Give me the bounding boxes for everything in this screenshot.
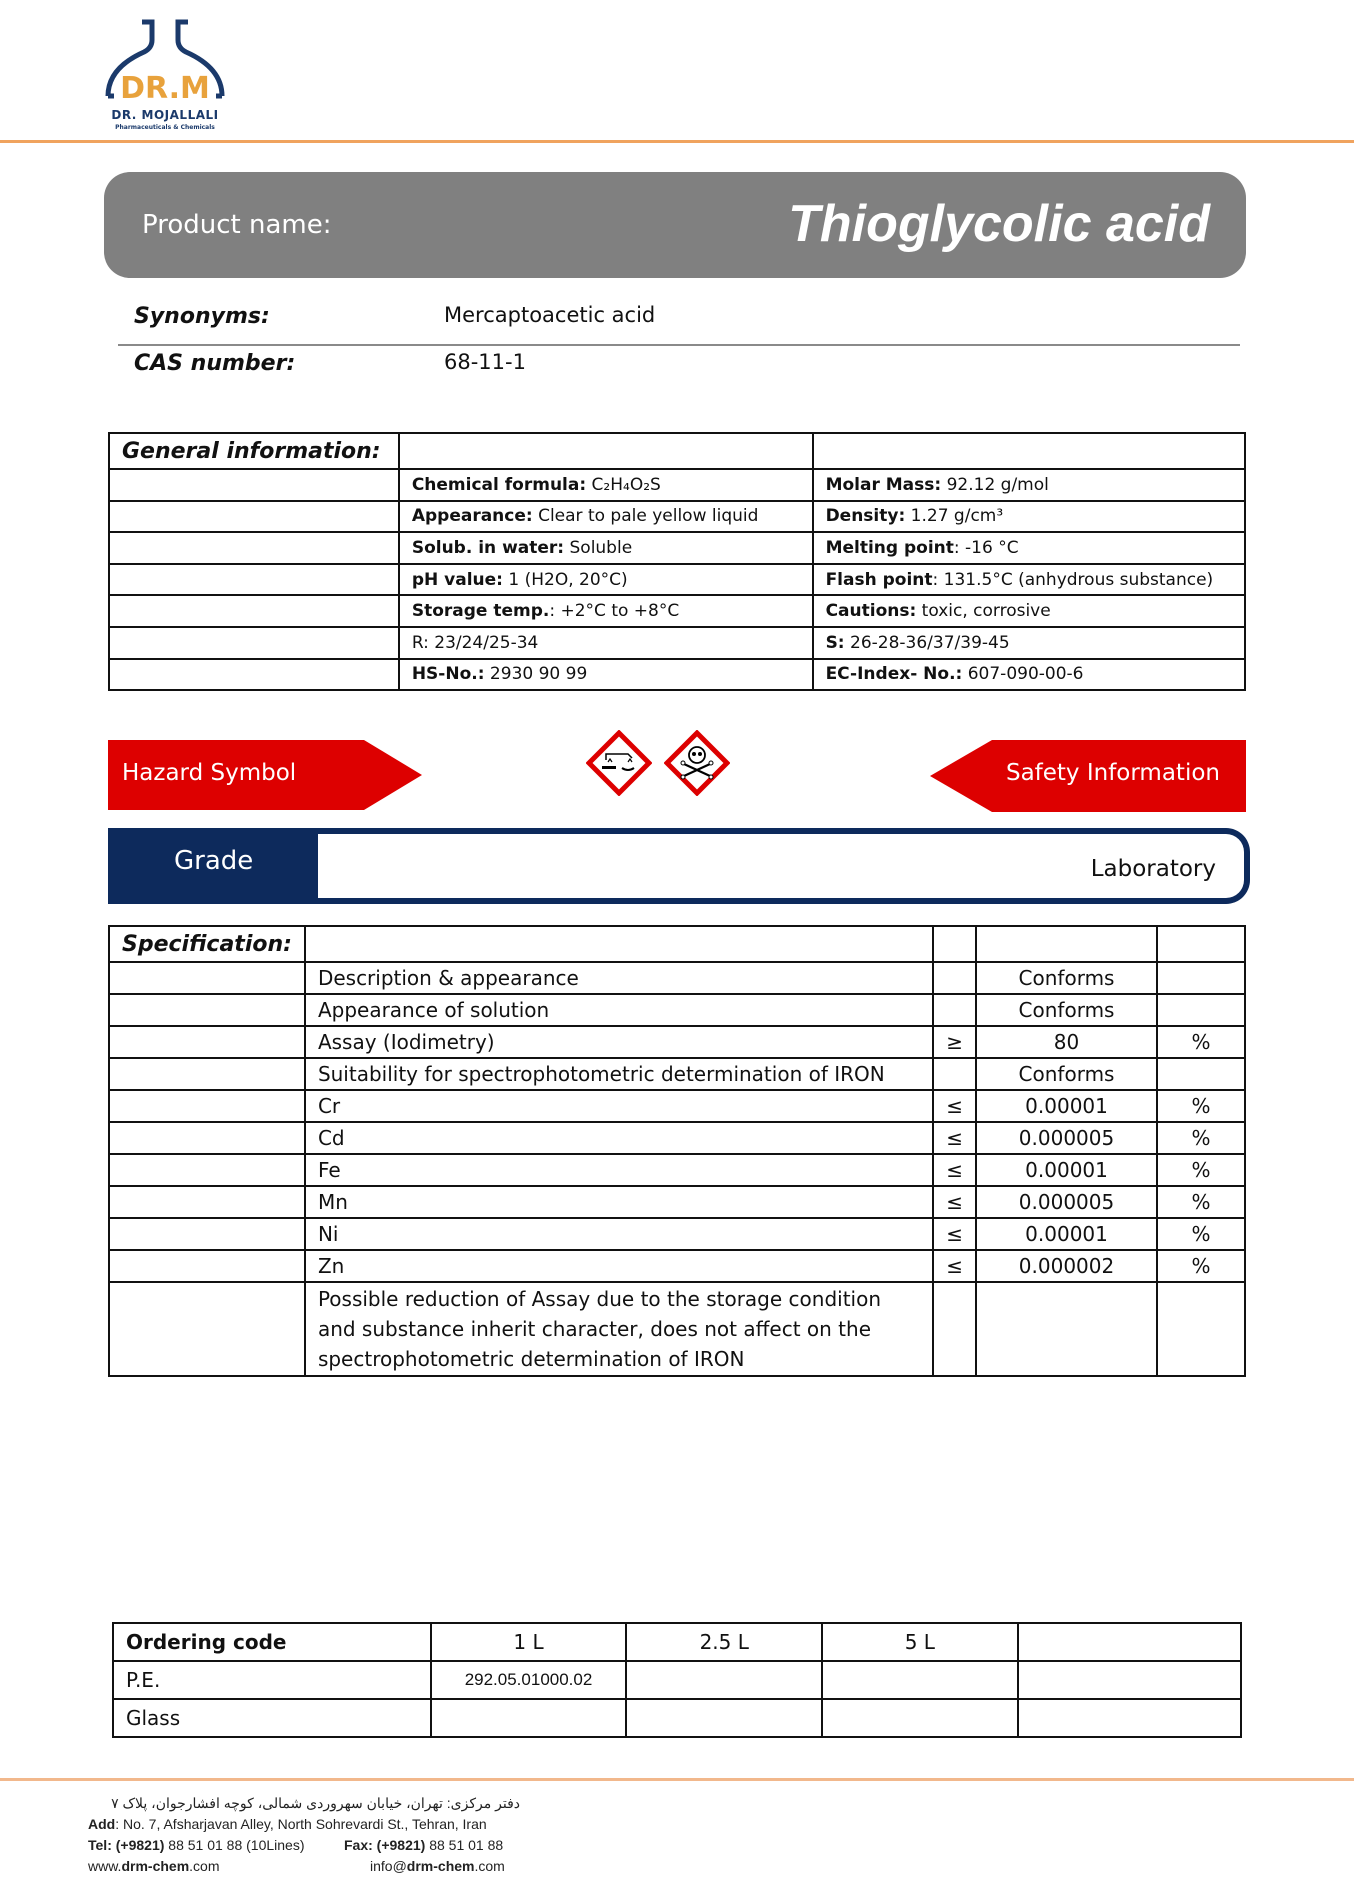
safety-information-banner [930, 738, 1246, 814]
order-code [822, 1699, 1018, 1737]
spec-value: 0.000005 [976, 1186, 1157, 1218]
spec-unit [1157, 962, 1245, 994]
header-divider [0, 140, 1354, 143]
table-row [109, 994, 1245, 1026]
flash-point-cell: Flash point: 131.5°C (anhydrous substance) [813, 564, 1245, 596]
spec-value: 0.000002 [976, 1250, 1157, 1282]
footer-telephone: Tel: (+9821) 88 51 01 88 (10Lines) [88, 1837, 305, 1853]
corrosive-pictogram-icon [586, 730, 652, 796]
specification-title: Specification: [109, 926, 305, 962]
spec-test: Ni [305, 1218, 933, 1250]
size-header: 2.5 L [626, 1623, 822, 1661]
spec-test: Cr [305, 1090, 933, 1122]
spec-note: Possible reduction of Assay due to the storage condition and substance inherit character, does not affect on the spectrophotometric determination of IRON [305, 1282, 933, 1376]
table-row [109, 1058, 1245, 1090]
order-code [1018, 1699, 1241, 1737]
synonyms-divider [118, 344, 1240, 346]
order-code [1018, 1661, 1241, 1699]
footer-website-link[interactable]: www.drm-chem.com [88, 1858, 220, 1874]
packaging-type: P.E. [113, 1661, 431, 1699]
spec-operator: ≤ [933, 1218, 976, 1250]
footer-divider [0, 1778, 1354, 1781]
spec-unit: % [1157, 1218, 1245, 1250]
specification-table [108, 925, 1246, 1377]
hs-number-cell: HS-No.: 2930 90 99 [399, 659, 813, 691]
spec-test: Suitability for spectrophotometric determination of IRON [305, 1058, 933, 1090]
spec-test: Fe [305, 1154, 933, 1186]
logo-company-name: DR. MOJALLALI [111, 108, 219, 122]
size-header [1018, 1623, 1241, 1661]
synonyms-label: Synonyms: [134, 304, 270, 329]
spec-value: 0.00001 [976, 1090, 1157, 1122]
order-code [626, 1699, 822, 1737]
table-row [109, 627, 1245, 659]
spec-value: 0.00001 [976, 1154, 1157, 1186]
company-logo [100, 18, 230, 136]
spec-unit: % [1157, 1154, 1245, 1186]
s-phrases-cell: S: 26-28-36/37/39-45 [813, 627, 1245, 659]
size-header: 1 L [431, 1623, 627, 1661]
table-row [109, 1026, 1245, 1058]
spec-value: 0.000005 [976, 1122, 1157, 1154]
table-row [109, 1090, 1245, 1122]
ordering-code-table [112, 1622, 1242, 1738]
table-row [109, 1250, 1245, 1282]
table-row [109, 659, 1245, 691]
footer-fax: Fax: (+9821) 88 51 01 88 [344, 1837, 504, 1853]
storage-temp-cell: Storage temp.: +2°C to +8°C [399, 595, 813, 627]
spec-test: Assay (Iodimetry) [305, 1026, 933, 1058]
safety-information-label: Safety Information [1005, 760, 1220, 786]
grade-label: Grade [174, 846, 254, 876]
size-header: 5 L [822, 1623, 1018, 1661]
footer-address-english: Add: No. 7, Afsharjavan Alley, North Sohrevardi St., Tehran, Iran [88, 1816, 487, 1832]
spec-operator [933, 994, 976, 1026]
order-code: 292.05.01000.02 [431, 1661, 627, 1699]
spec-test: Mn [305, 1186, 933, 1218]
table-row [109, 564, 1245, 596]
product-banner [104, 172, 1246, 278]
spec-unit: % [1157, 1186, 1245, 1218]
table-row [109, 926, 1245, 962]
order-code [626, 1661, 822, 1699]
product-name: Thioglycolic acid [788, 195, 1210, 253]
general-information-table [108, 432, 1246, 691]
table-row [109, 1218, 1245, 1250]
appearance-cell: Appearance: Clear to pale yellow liquid [399, 501, 813, 533]
melting-point-cell: Melting point: -16 °C [813, 532, 1245, 564]
cautions-cell: Cautions: toxic, corrosive [813, 595, 1245, 627]
table-row [109, 595, 1245, 627]
molar-mass-cell: Molar Mass: 92.12 g/mol [813, 469, 1245, 501]
spec-operator [933, 962, 976, 994]
spec-operator: ≤ [933, 1122, 976, 1154]
cas-label: CAS number: [134, 351, 296, 376]
spec-value: Conforms [976, 962, 1157, 994]
spec-value: Conforms [976, 994, 1157, 1026]
ph-value-cell: pH value: 1 (H2O, 20°C) [399, 564, 813, 596]
spec-operator: ≤ [933, 1154, 976, 1186]
order-code [822, 1661, 1018, 1699]
spec-test: Description & appearance [305, 962, 933, 994]
table-row [109, 532, 1245, 564]
product-name-label: Product name: [142, 210, 332, 240]
spec-unit [1157, 994, 1245, 1026]
spec-unit: % [1157, 1122, 1245, 1154]
spec-unit: % [1157, 1026, 1245, 1058]
hazard-symbol-banner [108, 738, 422, 812]
spec-operator: ≤ [933, 1090, 976, 1122]
spec-test: Zn [305, 1250, 933, 1282]
synonyms-value: Mercaptoacetic acid [444, 303, 656, 327]
density-cell: Density: 1.27 g/cm³ [813, 501, 1245, 533]
spec-value: 80 [976, 1026, 1157, 1058]
grade-value: Laboratory [1090, 856, 1216, 882]
solubility-cell: Solub. in water: Soluble [399, 532, 813, 564]
table-row [109, 962, 1245, 994]
flask-logo-icon [100, 18, 230, 108]
chemical-formula-cell: Chemical formula: C₂H₄O₂S [399, 469, 813, 501]
cas-value: 68-11-1 [444, 350, 526, 374]
spec-operator: ≤ [933, 1186, 976, 1218]
spec-operator: ≥ [933, 1026, 976, 1058]
svg-text:DR.M: DR.M [120, 71, 210, 106]
spec-operator: ≤ [933, 1250, 976, 1282]
table-row [109, 469, 1245, 501]
toxic-skull-pictogram-icon [664, 730, 730, 796]
table-row [113, 1623, 1241, 1661]
order-code [431, 1699, 627, 1737]
spec-unit [1157, 1058, 1245, 1090]
grade-label-box [108, 828, 318, 904]
spec-value: Conforms [976, 1058, 1157, 1090]
packaging-type: Glass [113, 1699, 431, 1737]
footer-email-link[interactable]: info@drm-chem.com [370, 1858, 505, 1874]
spec-value: 0.00001 [976, 1218, 1157, 1250]
footer-address-persian: دفتر مرکزی: تهران، خیابان سهروردی شمالی، کوچه افشارجوان، پلاک ۷ [111, 1795, 520, 1811]
hazard-symbol-label: Hazard Symbol [122, 760, 297, 786]
table-row [109, 501, 1245, 533]
spec-test: Appearance of solution [305, 994, 933, 1026]
logo-tagline: Pharmaceuticals & Chemicals [115, 124, 215, 131]
table-row [109, 1154, 1245, 1186]
table-row [109, 1122, 1245, 1154]
table-row [109, 1282, 1245, 1376]
spec-test: Cd [305, 1122, 933, 1154]
r-phrases-cell: R: 23/24/25-34 [399, 627, 813, 659]
ec-index-cell: EC-Index- No.: 607-090-00-6 [813, 659, 1245, 691]
general-information-title: General information: [109, 433, 399, 469]
spec-operator [933, 1058, 976, 1090]
table-row [113, 1661, 1241, 1699]
table-row [109, 433, 1245, 469]
ordering-code-header: Ordering code [113, 1623, 431, 1661]
spec-unit: % [1157, 1090, 1245, 1122]
spec-unit: % [1157, 1250, 1245, 1282]
table-row [113, 1699, 1241, 1737]
table-row [109, 1186, 1245, 1218]
